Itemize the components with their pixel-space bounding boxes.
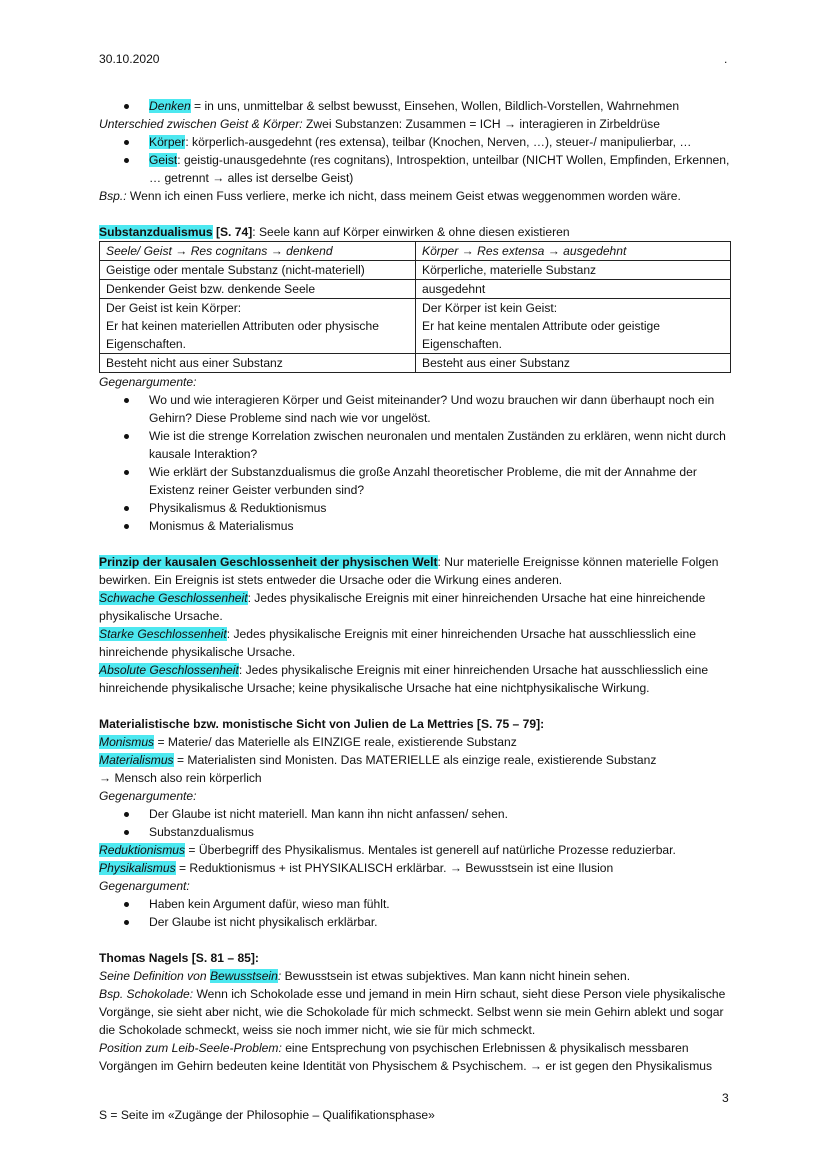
stark-line: [99, 625, 731, 661]
list-item: Wie erklärt der Substanzdualismus die große Anzahl theoretischer Probleme, die mit der Annahme der Existenz reiner Geister verbunden sind?: [149, 463, 731, 499]
list-item: Wo und wie interagieren Körper und Geist miteinander? Und wozu brauchen wir dann überhaupt noch ein Gehirn? Diese Probleme sind nach wie vor ungelöst.: [149, 391, 731, 427]
schwach-line: [99, 589, 731, 625]
heading-desc: : Seele kann auf Körper einwirken & ohne diesen existieren: [252, 225, 570, 239]
term: Monismus: [99, 735, 155, 749]
cell-line: Der Körper ist kein Geist:: [422, 301, 558, 315]
text: = Materialisten sind Monisten. Das MATERIELLE als einzige reale, existierende Substanz: [173, 753, 657, 767]
list-item: [149, 133, 731, 151]
text: Bewusstsein ist etwas subjektives. Man kann nicht hinein sehen.: [281, 969, 631, 983]
list-item: Der Glaube ist nicht materiell. Man kann ihn nicht anfassen/ sehen.: [149, 805, 731, 823]
intro-list-2: [99, 133, 731, 187]
term-geist: Geist: [149, 153, 178, 167]
list-item: Monismus & Materialismus: [149, 517, 731, 535]
table-cell: Besteht aus einer Substanz: [416, 354, 731, 373]
header-date: 30.10.2020: [99, 52, 160, 66]
table-header-cell: Seele/ Geist → Res cognitans → denkend: [100, 242, 416, 261]
text: eine Entsprechung von psychischen Erlebnissen & physikalisch messbaren Vorgängen im Gehirn bedeuten keine Identität von Physischem & Psychischem. → er ist gegen den Physikalismus: [99, 1041, 713, 1073]
label: Bsp. Schokolade:: [99, 987, 194, 1001]
section-prinzip: [99, 553, 731, 589]
table-cell: Geistige oder mentale Substanz (nicht-materiell): [100, 261, 416, 280]
text: = in uns, unmittelbar & selbst bewusst, Einsehen, Wollen, Bildlich-Vorstellen, Wahrnehmen: [190, 99, 680, 113]
definition-line: [99, 967, 731, 985]
gegenargumente-list: [99, 391, 731, 535]
list-item: Haben kein Argument dafür, wieso man fühlt.: [149, 895, 731, 913]
term: Bewusstsein: [209, 969, 278, 983]
gegenargument-list: [99, 895, 731, 931]
cell-line: Er hat keinen materiellen Attributen oder physische Eigenschaften.: [106, 319, 379, 351]
table-cell: Denkender Geist bzw. denkende Seele: [100, 280, 416, 299]
reduktionismus-line: [99, 841, 731, 859]
colon: :: [277, 969, 282, 983]
gegenargumente-label: Gegenargumente:: [99, 375, 197, 389]
table-header-cell: Körper → Res extensa → ausgedehnt: [416, 242, 731, 261]
list-item: [149, 151, 731, 187]
section-heading-materialismus: Materialistische bzw. monistische Sicht von Julien de La Mettries [S. 75 – 79]:: [99, 717, 545, 731]
gegenargumente-list: [99, 805, 731, 841]
footer-note: S = Seite im «Zugänge der Philosophie – Qualifikationsphase»: [99, 1108, 435, 1122]
text: : Jedes physikalische Ereignis mit einer hinreichenden Ursache hat ausschliesslich eine hinreichende physikalische Ursache; keine physikalische Ursache hat eine nichtphysikalische Wirkung.: [99, 663, 709, 695]
cell-line: Er hat keine mentalen Attribute oder geistige Eigenschaften.: [422, 319, 660, 351]
text: : Jedes physikalische Ereignis mit einer hinreichenden Ursache hat eine hinreichende physikalische Ursache.: [99, 591, 706, 623]
gegenargument-label: Gegenargument:: [99, 879, 190, 893]
table-row: [100, 261, 731, 280]
term: Reduktionismus: [99, 843, 186, 857]
text: = Materie/ das Materielle als EINZIGE reale, existierende Substanz: [154, 735, 517, 749]
table-header-row: [100, 242, 731, 261]
list-item: Substanzdualismus: [149, 823, 731, 841]
table-cell: [100, 299, 416, 354]
table-row: [100, 299, 731, 354]
table-cell: Besteht nicht aus einer Substanz: [100, 354, 416, 373]
label: Position zum Leib-Seele-Problem:: [99, 1041, 282, 1055]
table-row: [100, 280, 731, 299]
gegenargumente-label: Gegenargumente:: [99, 789, 197, 803]
unterschied-line: [99, 115, 731, 133]
text: Zwei Substanzen: Zusammen = ICH → interagieren in Zirbeldrüse: [302, 117, 660, 131]
header-mark: .: [724, 52, 728, 66]
materialismus-line: [99, 751, 731, 769]
text: : Jedes physikalische Ereignis mit einer hinreichenden Ursache hat ausschliesslich eine hinreichende physikalische Ursache.: [99, 627, 696, 659]
term-denken: Denken: [149, 99, 191, 113]
text: : Nur materielle Ereignisse können materielle Folgen bewirken. Ein Ereignis ist stets entweder die Ursache oder die Wirkung eines anderen.: [99, 555, 719, 587]
bsp-line: [99, 187, 731, 205]
list-item: [149, 97, 731, 115]
absolut-line: [99, 661, 731, 697]
text: Wenn ich einen Fuss verliere, merke ich nicht, dass meinem Geist etwas weggenommen worden wäre.: [126, 189, 681, 203]
mensch-line: → Mensch also rein körperlich: [99, 771, 262, 785]
table-row: [100, 354, 731, 373]
heading-ref: [S. 74]: [212, 225, 253, 239]
intro-list: [99, 97, 731, 115]
text: Wenn ich Schokolade esse und jemand in mein Hirn schaut, sieht diese Person viele physikalische Vorgänge, sie sieht aber nicht, wie die Schokolade für mich schmeckt. Selbst wenn sie mein Gehirn ablekt und sogar die Schokolade schmeckt, weiss sie noch immer nicht, wie sie für mich schmeckt.: [99, 987, 726, 1037]
list-item: Der Glaube ist nicht physikalisch erklärbar.: [149, 913, 731, 931]
heading-title: Prinzip der kausalen Geschlossenheit der physischen Welt: [99, 555, 438, 569]
term: Absolute Geschlossenheit: [99, 663, 239, 677]
term: Schwache Geschlossenheit: [99, 591, 248, 605]
page-number: 3: [722, 1091, 729, 1105]
term-koerper: Körper: [149, 135, 186, 149]
term: Starke Geschlossenheit: [99, 627, 227, 641]
dualism-table: [99, 241, 731, 373]
physikalismus-line: [99, 859, 731, 877]
cell-line: Der Geist ist kein Körper:: [106, 301, 242, 315]
term: Physikalismus: [99, 861, 176, 875]
table-cell: Körperliche, materielle Substanz: [416, 261, 731, 280]
page-content: [99, 97, 731, 1075]
section-heading-substanzdualismus: [99, 223, 731, 241]
heading-title: Substanzdualismus: [99, 225, 213, 239]
text: = Überbegriff des Physikalismus. Mentales ist generell auf natürliche Prozesse reduzierbar.: [185, 843, 676, 857]
label: Bsp.:: [99, 189, 127, 203]
table-cell: [416, 299, 731, 354]
label: Unterschied zwischen Geist & Körper:: [99, 117, 303, 131]
schokolade-line: [99, 985, 731, 1039]
label: Seine Definition von: [99, 969, 210, 983]
table-cell: ausgedehnt: [416, 280, 731, 299]
list-item: Wie ist die strenge Korrelation zwischen neuronalen und mentalen Zuständen zu erklären, wenn nicht durch kausale Interaktion?: [149, 427, 731, 463]
section-heading-nagel: Thomas Nagels [S. 81 – 85]:: [99, 951, 259, 965]
position-line: [99, 1039, 731, 1075]
term: Materialismus: [99, 753, 174, 767]
text: : geistig-unausgedehnte (res cognitans), Introspektion, unteilbar (NICHT Wollen, Empfinden, Erkennen, … getrennt → alles ist derselbe Geist): [149, 153, 730, 185]
list-item: Physikalismus & Reduktionismus: [149, 499, 731, 517]
text: = Reduktionismus + ist PHYSIKALISCH erklärbar. → Bewusstsein ist eine Ilusion: [175, 861, 614, 875]
monismus-line: [99, 733, 731, 751]
text: : körperlich-ausgedehnt (res extensa), teilbar (Knochen, Nerven, …), steuer-/ manipulierbar, …: [185, 135, 692, 149]
